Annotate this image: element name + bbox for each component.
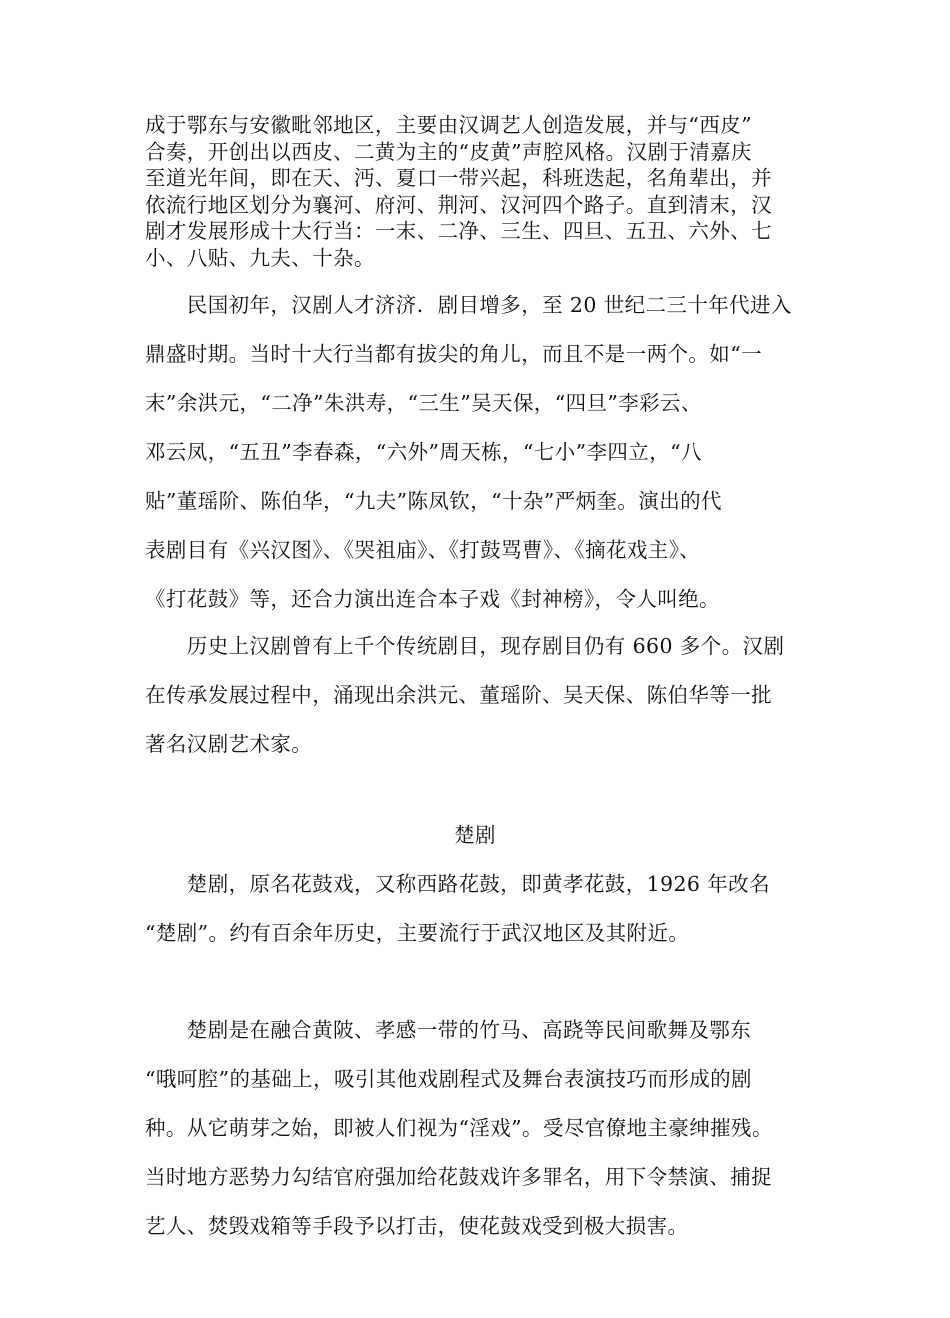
text-line: 《打花鼓》等，还合力演出连合本子戏《封神榜》，令人叫绝。 (145, 587, 720, 611)
text-line: 种。从它萌芽之始，即被人们视为“淫戏”。受尽官僚地主豪绅摧残。 (145, 1116, 773, 1140)
paragraph-chu-opera-intro (145, 860, 815, 958)
text-line: 表剧目有《兴汉图》、《哭祖庙》、《打鼓骂曹》、《摘花戏主》、 (145, 538, 701, 562)
paragraph-han-opera-origin (145, 112, 815, 271)
text-line: “楚剧”。约有百余年历史，主要流行于武汉地区及其附近。 (145, 921, 690, 945)
section-heading-chu-opera: 楚剧 (454, 823, 496, 847)
text-line: 楚剧，原名花鼓戏，又称西路花鼓，即黄孝花鼓，1926 年改名 (145, 872, 770, 896)
paragraph-chu-opera-origin (145, 1006, 815, 1251)
text-line: 民国初年，汉剧人才济济．剧目增多，至 20 世纪二三十年代进入 (145, 293, 792, 317)
text-line: 成于鄂东与安徽毗邻地区，主要由汉调艺人创造发展，并与“西皮” (145, 113, 752, 137)
text-line: “哦呵腔”的基础上，吸引其他戏剧程式及舞台表演技巧而形成的剧 (145, 1067, 752, 1091)
text-line: 贴”董瑶阶、陈伯华，“九夫”陈凤钦，“十杂”严炳奎。演出的代 (145, 489, 722, 513)
text-line: 在传承发展过程中，涌现出余洪元、董瑶阶、吴天保、陈伯华等一批 (145, 683, 772, 707)
text-line: 末”余洪元，“二净”朱洪寿，“三生”吴天保，“四旦”李彩云、 (145, 391, 702, 415)
text-line: 历史上汉剧曾有上千个传统剧目，现存剧目仍有 660 多个。汉剧 (145, 634, 785, 658)
text-line: 邓云凤，“五丑”李春森，“六外”周天栋，“七小”李四立，“八 (145, 440, 702, 464)
text-line: 著名汉剧艺术家。 (145, 732, 313, 756)
paragraph-han-opera-republic (145, 281, 815, 624)
text-line: 剧才发展形成十大行当：一末、二净、三生、四旦、五丑、六外、七 (145, 219, 772, 243)
text-line: 依流行地区划分为襄河、府河、荆河、汉河四个路子。直到清末，汉 (145, 192, 772, 217)
text-line: 艺人、焚毁戏箱等手段予以打击，使花鼓戏受到极大损害。 (145, 1214, 689, 1238)
paragraph-han-opera-repertoire (145, 622, 815, 769)
text-line: 合奏，开创出以西皮、二黄为主的“皮黄”声腔风格。汉剧于清嘉庆 (145, 139, 752, 164)
text-line: 楚剧是在融合黄陂、孝感一带的竹马、高跷等民间歌舞及鄂东 (145, 1018, 752, 1042)
text-line: 小、八贴、九夫、十杂。 (145, 245, 375, 270)
text-line: 鼎盛时期。当时十大行当都有拔尖的角儿，而且不是一两个。如“一 (145, 342, 762, 366)
text-line: 至道光年间，即在天、沔、夏口一带兴起，科班迭起，名角辈出，并 (145, 166, 772, 190)
text-line: 当时地方恶势力勾结官府强加给花鼓戏许多罪名，用下令禁演、捕捉 (145, 1165, 772, 1189)
